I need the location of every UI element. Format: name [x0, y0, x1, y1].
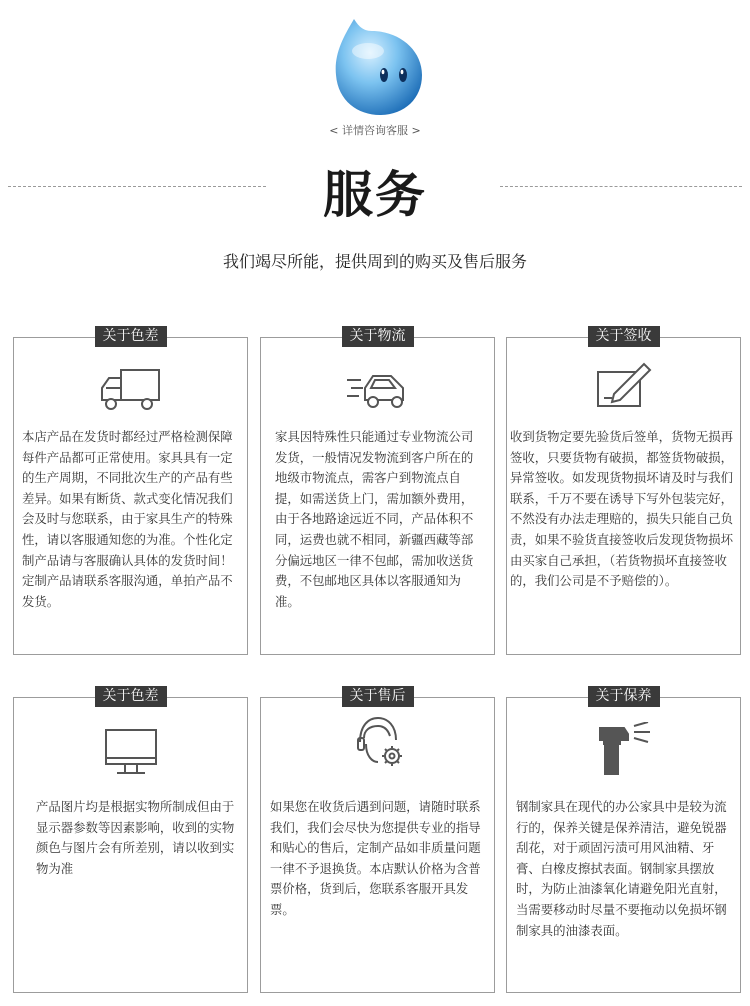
- card-tag: 关于色差: [95, 326, 167, 347]
- spray-bottle-icon: [594, 722, 654, 782]
- section-subtitle: 我们竭尽所能，提供周到的购买及售后服务: [222, 252, 527, 271]
- card-text: 本店产品在发货时都经过严格检测保障每件产品都可正常使用。家具具有一定的生产周期，不同批次生产的产品有些差异。如果有断货、款式变化情况我们会及时与您联系，由于家具生产的特殊性，请以客服通知您的为准。个性化定制产品请与客服确认具体的发货时间！定制产品请联系客服沟通，单拍产品不发货。: [22, 429, 233, 609]
- card-text: 收到货物定要先验货后签单，货物无损再签收，只要货物有破损，都签货物破损，异常签收。如发现货物损坏请及时与我们联系，千万不要在诱导下写外包装完好，不然没有办法走理赔的，损失只能自己负责，如果不验货直接签收后发现货物损坏由买家自己承担，（若货物损坏直接签收的，我们公司是不予赔偿的）。: [510, 429, 734, 589]
- card-logistics: [260, 328, 495, 655]
- card-tag: 关于物流: [342, 326, 414, 347]
- customer-service-icon: [352, 714, 404, 774]
- section-title: 服务: [323, 166, 427, 224]
- card-color-difference-2: [13, 688, 248, 993]
- mascot-caption[interactable]: < 详情咨询客服 >: [329, 124, 421, 137]
- card-color-difference: [13, 328, 248, 655]
- mascot-logo[interactable]: [332, 17, 424, 117]
- card-text: 如果您在收货后遇到问题，请随时联系我们，我们会尽快为您提供专业的指导和贴心的售后，定制产品如非质量问题一律不予退换货。本店默认价格为含普票价格，货到后，您联系客服开具发票。: [270, 799, 481, 917]
- fast-car-icon: [345, 368, 411, 416]
- sign-pen-icon: [594, 360, 654, 414]
- card-text: 家具因特殊性只能通过专业物流公司发货，一般情况发物流到客户所在的地级市物流点，需客户到物流点自提，如需送货上门，需加额外费用，由于各地路途远近不同，产品体积不同，运费也就不相同，新疆西藏等部分偏远地区一律不包邮，需加收送货费，不包邮地区具体以客服通知为准。: [275, 429, 474, 609]
- card-text: 产品图片均是根据实物所制成但由于显示器参数等因素影响，收到的实物颜色与图片会有所差别，请以收到实物为准: [36, 799, 235, 876]
- card-tag: 关于签收: [588, 326, 660, 347]
- card-text: 钢制家具在现代的办公家具中是较为流行的，保养关键是保养清洁，避免锐器刮花，对于顽固污渍可用风油精、牙膏、白橡皮擦拭表面。钢制家具摆放时，为防止油漆氧化请避免阳光直射，当需要移动时尽量不要拖动以免损坏钢制家具的油漆表面。: [516, 799, 727, 938]
- card-tag: 关于保养: [588, 686, 660, 707]
- card-maintenance: [506, 688, 741, 993]
- water-drop-mascot-icon: [332, 17, 424, 117]
- truck-icon: [99, 364, 163, 418]
- monitor-icon: [103, 726, 159, 782]
- card-tag: 关于售后: [342, 686, 414, 707]
- card-after-sales: [260, 688, 495, 993]
- card-tag: 关于色差: [95, 686, 167, 707]
- card-sign-receipt: [506, 328, 741, 655]
